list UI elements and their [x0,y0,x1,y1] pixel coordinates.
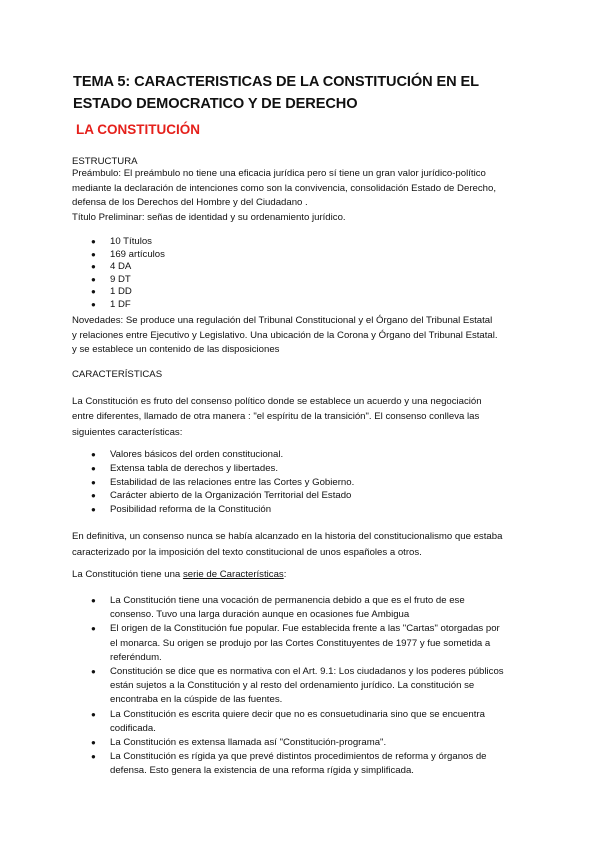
caracteristicas-intro [72,394,532,440]
novedades-line: Novedades: Se produce una regulación del Tribunal Constitucional y el Órgano del Tribunal Estatal [72,315,493,326]
intro-line: La Constitución es fruto del consenso político donde se establece un acuerdo y una negociación [72,396,482,407]
titulo-preliminar: Título Preliminar: señas de identidad y su ordenamiento jurídico. [72,211,346,223]
serie-list [91,594,504,779]
list-item: ● El origen de la Constitución fue popular. Fue establecida frente a las "Cartas" otorgadas por el monarca. Su origen se produjo por las Cortes Constituyentes de 1977 y fue sometida a referéndum. [91,623,500,663]
serie-link[interactable]: serie de Características [182,569,284,580]
list-item: ● La Constitución es extensa llamada así "Constitución-programa". [110,736,504,750]
bullet-icon: ● [91,738,96,748]
list-item: ● Extensa tabla de derechos y libertades. [91,462,278,474]
preambulo-line: mediante la declaración de intenciones como son la convivencia, consolidación Estado de Derecho, [72,182,496,194]
list-item: ● Constitución se dice que es normativa con el Art. 9.1: Los ciudadanos y los poderes públicos están sujetos a la Constitución y al resto del ordenamiento jurídico. La constitución se encontraba en la cúspide de las fuentes. [91,666,504,706]
bullet-icon: ● [91,274,96,284]
list-item: ● 169 artículos [91,248,165,260]
bullet-icon: ● [91,237,96,246]
list-item: ● 1 DF [91,298,131,310]
bullet-icon: ● [91,667,96,677]
conclusion-line: En definitiva, un consenso nunca se había alcanzado en la historia del constitucionalismo que estaba [72,531,503,542]
estructura-list [91,236,165,312]
bullet-icon: ● [91,752,96,762]
bullet-icon: ● [91,249,96,259]
document-title [73,71,543,115]
title-line-2: ESTADO DEMOCRATICO Y DE DERECHO [73,96,358,112]
bullet-icon: ● [91,505,96,515]
bullet-icon: ● [91,596,96,605]
list-item: ● Posibilidad reforma de la Constitución [91,504,272,516]
list-item: ● Estabilidad de las relaciones entre las Cortes y Gobierno. [91,476,355,488]
bullet-icon: ● [91,463,96,473]
list-item: ● La Constitución es rígida ya que prevé distintos procedimientos de reforma y órganos de defensa. Esto genera la existencia de una reforma rígida y simplificada. [91,751,487,777]
list-item: ● 9 DT [91,273,131,285]
caracteristicas-heading: CARACTERÍSTICAS [72,369,163,380]
bullet-icon: ● [91,477,96,487]
bullet-icon: ● [91,709,96,719]
list-item: ● Carácter abierto de la Organización Territorial del Estado [91,490,352,502]
section-heading: LA CONSTITUCIÓN [76,122,200,137]
caracteristicas-list [91,448,355,517]
list-item: ● 4 DA [91,261,132,273]
bullet-icon: ● [91,287,96,297]
list-item: ● La Constitución es escrita quiere decir que no es consuetudinaria sino que se encuentra codificada. [91,708,485,734]
bullet-icon: ● [91,450,96,459]
conclusion-paragraph [72,529,532,560]
list-item: ● 10 Títulos [91,236,152,247]
bullet-icon: ● [91,491,96,501]
intro-line: entre diferentes, llamado de otra manera : "el espíritu de la transición". El consenso conlleva las [72,411,480,423]
bullet-icon: ● [91,624,96,634]
novedades-line: y relaciones entre Ejecutivo y Legislativo. Una ubicación de la Corona y Órgano del Tribunal Estatal. [72,329,498,341]
title-line-1: TEMA 5: CARACTERISTICAS DE LA CONSTITUCIÓN EN EL [73,74,479,90]
list-item: ● La Constitución tiene una vocación de permanencia debido a que es el fruto de ese consenso. Tuvo una larga duración aunque en ocasiones fue Ambigua [91,595,465,621]
bullet-icon: ● [91,299,96,309]
preambulo-line: Preámbulo: El preámbulo no tiene una eficacia jurídica pero sí tiene un gran valor jurídico-político [72,168,486,179]
serie-intro: La Constitución tiene una serie de Características: [72,569,287,580]
bullet-icon: ● [91,262,96,272]
conclusion-line: caracterizado por la imposición del texto constitucional de unos españoles a otros. [72,546,422,558]
list-item: ● 1 DD [91,286,132,298]
estructura-heading: ESTRUCTURA [72,156,138,167]
novedades-paragraph [72,314,532,358]
intro-line: siguientes características: [72,426,183,438]
list-item: ● Valores básicos del orden constitucional. [91,449,284,460]
preambulo-line: defensa de los Derechos del Hombre y del Ciudadano . [72,197,308,208]
preambulo-paragraph [72,167,532,225]
novedades-line: y se establece un contenido de las disposiciones [72,344,280,355]
